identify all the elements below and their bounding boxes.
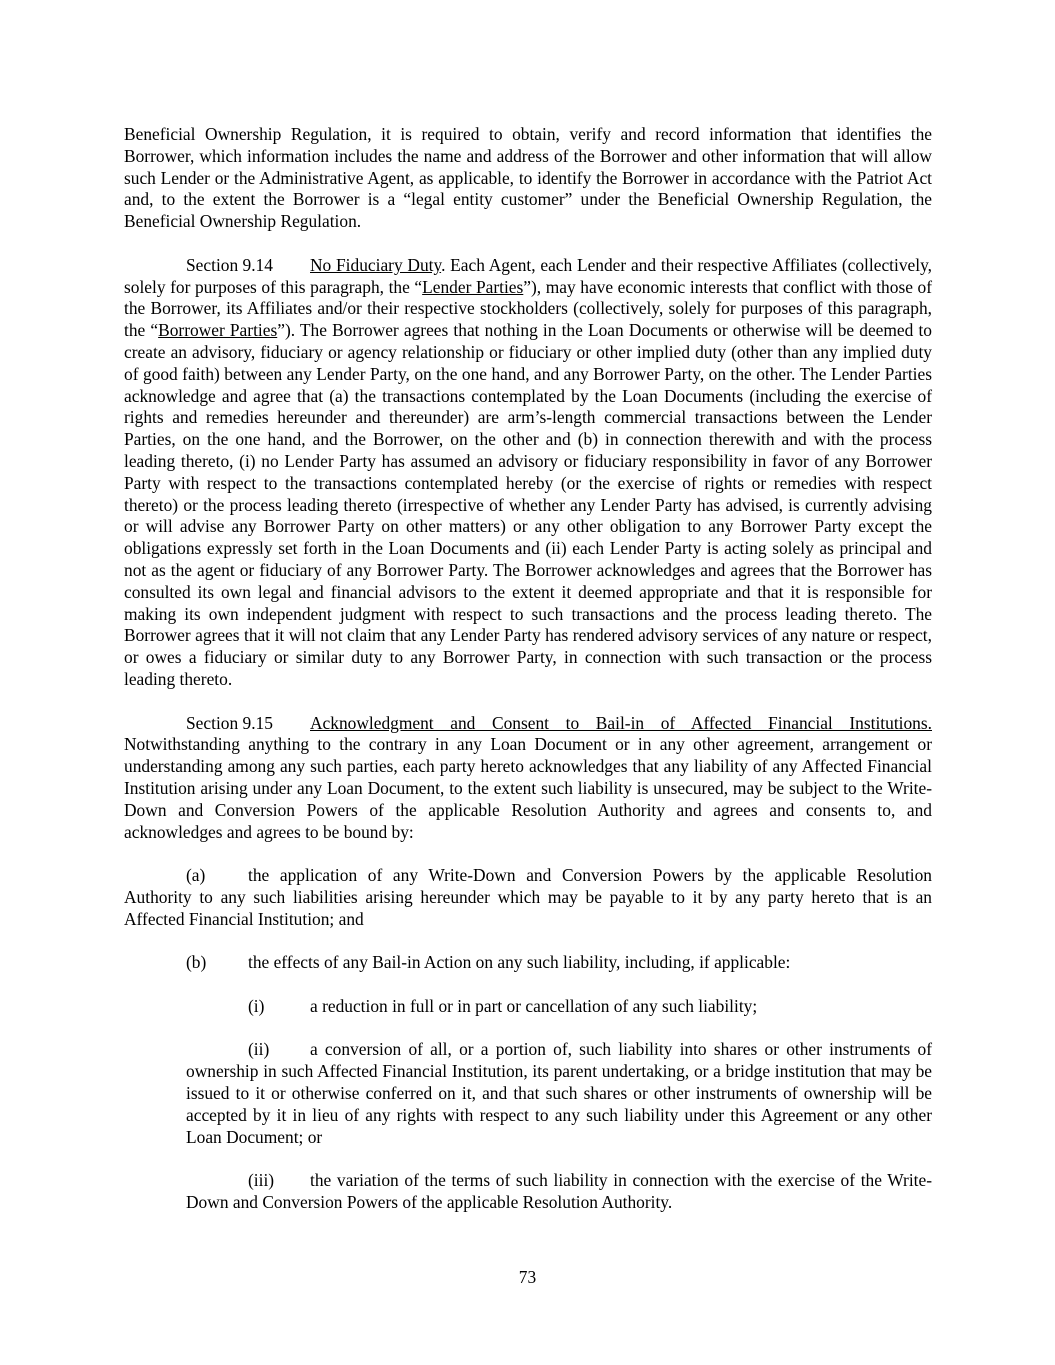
item-i-text: a reduction in full or in part or cancellation of any such liability; bbox=[310, 995, 758, 1016]
item-iii bbox=[124, 1170, 932, 1214]
section-9-14-text-1: . Each Agent, each Lender and their respective Affiliates (collectively, solely for purposes of this paragraph, the “ bbox=[124, 254, 932, 297]
item-i bbox=[124, 996, 932, 1018]
section-9-14 bbox=[124, 255, 932, 691]
section-9-14-title: No Fiduciary Duty bbox=[310, 254, 442, 275]
item-ii-text: a conversion of all, or a portion of, such liability into shares or other instruments of ownership in such Affected Financial Institution, its parent undertaking, or a bridge institution that may be issued to it or otherwise conferred on it, and that such shares or other instruments of ownership will be accepted by it in lieu of any rights with respect to any such liability under this Agreement or any other Loan Document; or bbox=[186, 1039, 932, 1147]
item-ii-label: (ii) bbox=[248, 1039, 270, 1060]
page-number: 73 bbox=[518, 1267, 537, 1287]
document-page bbox=[124, 124, 932, 1236]
item-a-label: (a) bbox=[186, 865, 206, 886]
section-9-14-text-2: ”), may have economic interests that conflict with those of the Borrower, its Affiliates and/or their respective stockholders (collectively, solely for purposes of this paragraph, the “ bbox=[124, 276, 932, 341]
item-iii-label: (iii) bbox=[248, 1170, 275, 1191]
section-9-14-number: Section 9.14 bbox=[186, 254, 273, 275]
item-a-text: the application of any Write-Down and Conversion Powers by the applicable Resolution Authority to any such liabilities arising hereunder which may be payable to it by any party hereto that is an Affected Financial Institution; and bbox=[124, 865, 932, 929]
item-b-label: (b) bbox=[186, 952, 207, 973]
section-9-15-text: Notwithstanding anything to the contrary in any Loan Document or in any other agreement, arrangement or understanding among any such parties, each party hereto acknowledges that any liability of any Affected Financial Institution arising under any Loan Document, to the extent such liability is unsecured, may be subject to the Write-Down and Conversion Powers of the applicable Resolution Authority and agrees and consents to, and acknowledges and agrees to be bound by: bbox=[124, 734, 932, 842]
item-iii-text: the variation of the terms of such liability in connection with the exercise of the Write-Down and Conversion Powers of the applicable Resolution Authority. bbox=[186, 1170, 932, 1213]
section-9-15-title: Acknowledgment and Consent to Bail-in of Affected Financial Institutions. bbox=[310, 712, 932, 733]
defined-term-lender-parties: Lender Parties bbox=[422, 276, 524, 297]
item-ii bbox=[124, 1039, 932, 1148]
item-b-text: the effects of any Bail-in Action on any such liability, including, if applicable: bbox=[248, 952, 791, 973]
item-a bbox=[124, 865, 932, 930]
defined-term-borrower-parties: Borrower Parties bbox=[158, 320, 278, 341]
section-9-14-text-3: ”). The Borrower agrees that nothing in the Loan Documents or otherwise will be deemed to create an advisory, fiduciary or agency relationship or fiduciary or other implied duty (other than any implied duty of good faith) between any Lender Party, on the one hand, and any Borrower Party, on the other. The Lender Parties acknowledge and agree that (a) the transactions contemplated by the Loan Documents (including the exercise of rights and remedies hereunder and thereunder) are arm’s-length commercial transactions between the Lender Parties, on the one hand, and the Borrower, on the other and (b) in connection therewith and with the process leading thereto, (i) no Lender Party has assumed an advisory or fiduciary responsibility in favor of any Borrower Party with respect to the transactions contemplated hereby (or the exercise of rights or remedies with respect thereto) or the process leading thereto (irrespective of whether any Lender Party has advised, is currently advising or will advise any Borrower Party on other matters) or any other obligation to any Borrower Party except the obligations expressly set forth in the Loan Documents and (ii) each Lender Party is acting solely as principal and not as the agent or fiduciary of any Borrower Party. The Borrower acknowledges and agrees that the Borrower has consulted its own legal and financial advisors to the extent it deemed appropriate and that it is responsible for making its own independent judgment with respect to such transactions and the process leading thereto. The Borrower agrees that it will not claim that any Lender Party has rendered advisory services of any nature or respect, or owes a fiduciary or similar duty to any Borrower Party, in connection with such transaction or the process leading thereto. bbox=[124, 320, 933, 689]
item-b bbox=[124, 952, 932, 974]
paragraph-intro: Beneficial Ownership Regulation, it is required to obtain, verify and record information that identifies the Borrower, which information includes the name and address of the Borrower and other information that will allow such Lender or the Administrative Agent, as applicable, to identify the Borrower in accordance with the Patriot Act and, to the extent the Borrower is a “legal entity customer” under the Beneficial Ownership Regulation, the Beneficial Ownership Regulation. bbox=[124, 124, 932, 232]
section-9-15 bbox=[124, 713, 932, 844]
section-9-15-number: Section 9.15 bbox=[186, 712, 273, 733]
item-i-label: (i) bbox=[248, 995, 265, 1016]
